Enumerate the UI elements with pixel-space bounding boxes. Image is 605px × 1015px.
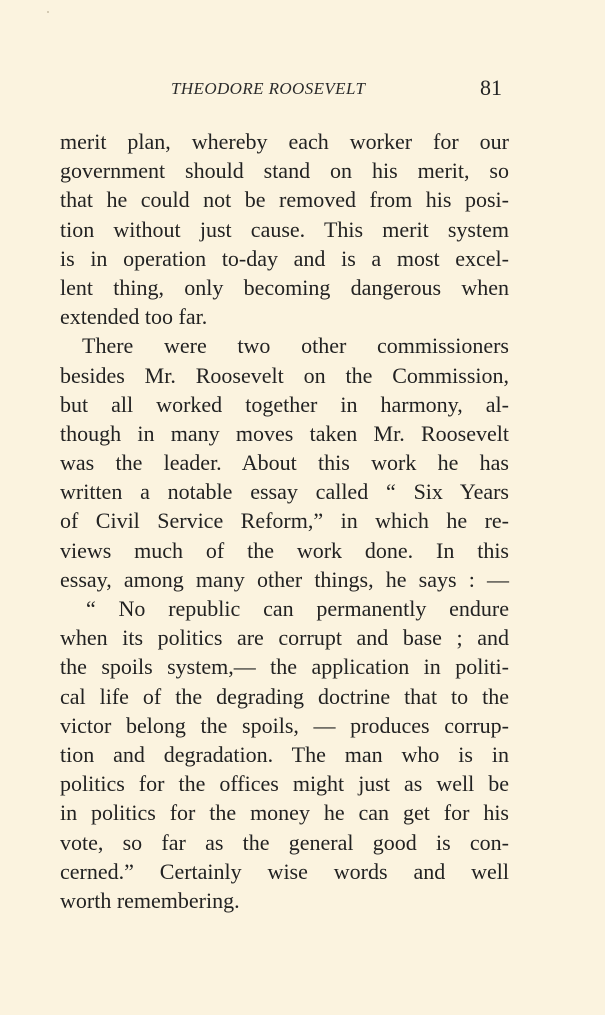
text-line: essay, among many other things, he says : —: [60, 566, 509, 592]
text-line: written a notable essay called “ Six Years: [60, 479, 509, 505]
paper-speck: [47, 11, 49, 13]
text-line: when its politics are corrupt and base ; and: [60, 625, 509, 651]
text-line: that he could not be removed from his posi-: [60, 187, 509, 213]
text-line: of Civil Service Reform,” in which he re-: [60, 508, 509, 534]
text-line: worth remembering.: [60, 887, 240, 913]
text-line: is in operation to-day and is a most excel-: [60, 245, 509, 271]
text-line: the spoils system,— the application in politi-: [60, 654, 509, 680]
text-line: lent thing, only becoming dangerous when: [60, 274, 509, 300]
text-line: in politics for the money he can get for his: [60, 800, 509, 826]
text-line: cerned.” Certainly wise words and well: [60, 858, 509, 884]
body-text: [60, 127, 509, 915]
text-line: cal life of the degrading doctrine that to the: [60, 683, 509, 709]
text-line: besides Mr. Roosevelt on the Commission,: [60, 362, 509, 388]
paragraph-start-line: There were two other commissioners: [82, 333, 509, 359]
text-line: but all worked together in harmony, al-: [60, 391, 509, 417]
text-line: government should stand on his merit, so: [60, 158, 509, 184]
text-line: vote, so far as the general good is con-: [60, 829, 509, 855]
text-line: politics for the offices might just as well be: [60, 771, 509, 797]
text-line: tion and degradation. The man who is in: [60, 741, 509, 767]
running-head-title: THEODORE ROOSEVELT: [171, 79, 366, 98]
text-line: tion without just cause. This merit system: [60, 216, 509, 242]
text-line: views much of the work done. In this: [60, 537, 509, 563]
text-line: merit plan, whereby each worker for our: [60, 129, 509, 154]
text-line: though in many moves taken Mr. Roosevelt: [60, 420, 509, 446]
page-number: 81: [480, 75, 502, 100]
quote-start-line: “ No republic can permanently endure: [86, 596, 509, 621]
text-line: victor belong the spoils, — produces corrup-: [60, 712, 509, 738]
text-line: was the leader. About this work he has: [60, 450, 509, 476]
text-line: extended too far.: [60, 304, 208, 330]
